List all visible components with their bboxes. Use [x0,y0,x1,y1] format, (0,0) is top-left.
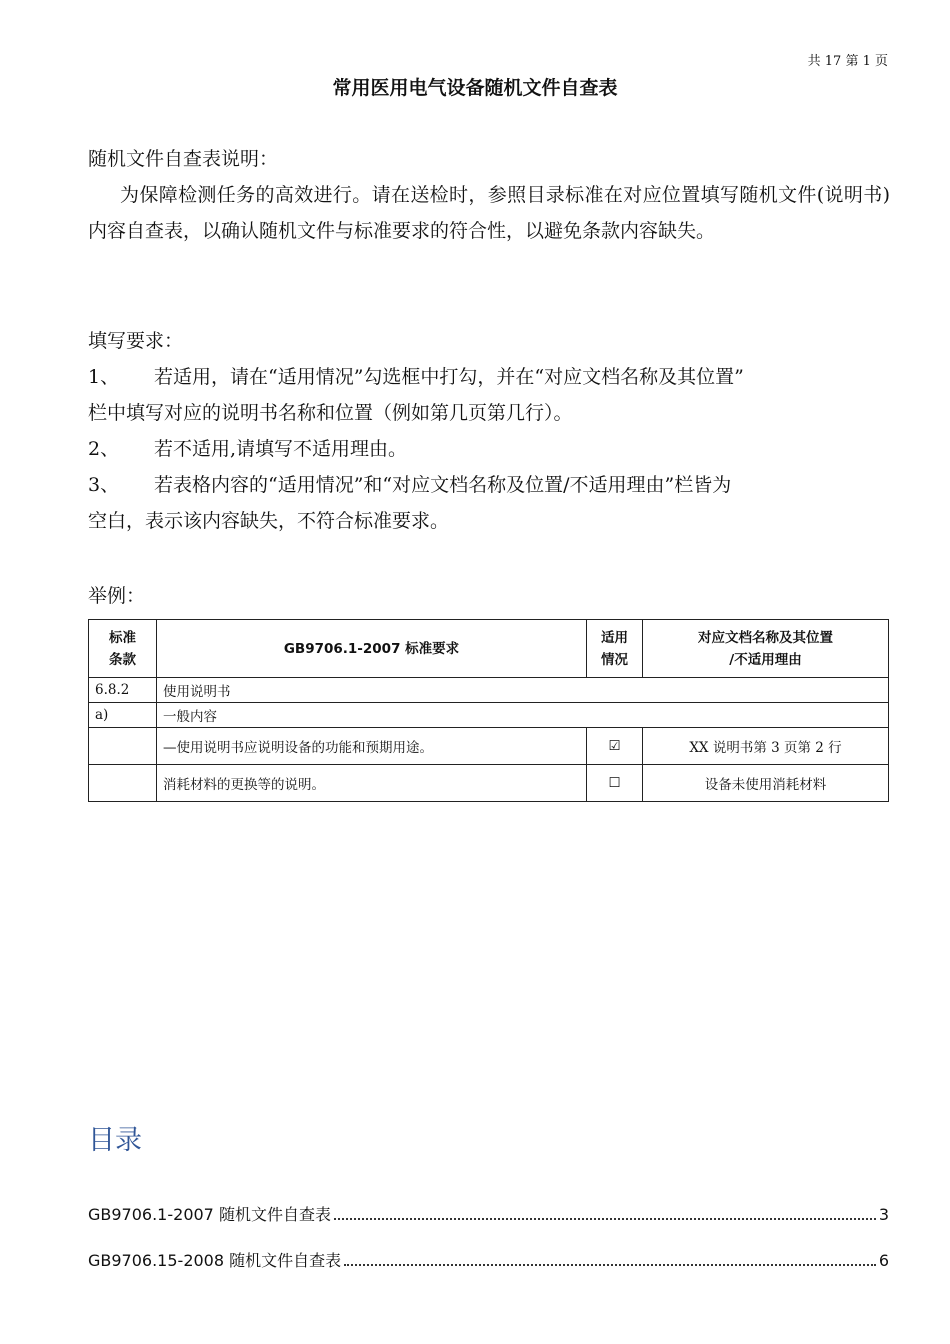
toc-entry[interactable] [88,1248,889,1271]
toc-entry-page[interactable]: 6 [878,1251,889,1270]
toc-entry-page[interactable]: 3 [878,1205,889,1224]
requirement-text-continued: 栏中填写对应的说明书名称和位置（例如第几页第几行）。 [88,402,573,424]
table-row [89,765,889,802]
requirement-text: 若表格内容的“适用情况”和“对应文档名称及位置/不适用理由”栏皆为 [154,474,732,496]
requirements-section [88,323,890,539]
table-header-row [89,620,889,678]
requirement-cell: 消耗材料的更换等的说明。 [157,765,587,802]
document-location-cell: XX 说明书第 3 页第 2 行 [643,728,889,765]
header-applicability: 适用 情况 [587,620,643,678]
clause-cell: a) [89,703,157,728]
table-row [89,703,889,728]
page-counter: 共 17 第 1 页 [807,54,888,69]
header-requirement: GB9706.1-2007 标准要求 [157,620,587,678]
requirement-item [88,467,890,539]
clause-cell [89,765,157,802]
toc-leader-dots [334,1218,876,1220]
requirement-number: 1、 [88,366,120,388]
requirement-item [88,431,890,467]
toc-entry-label[interactable]: GB9706.1-2007 随机文件自查表 [88,1205,331,1224]
not-applicable-reason-cell: 设备未使用消耗材料 [643,765,889,802]
requirement-cell: —使用说明书应说明设备的功能和预期用途。 [157,728,587,765]
unchecked-checkbox[interactable]: ☐ [587,765,643,802]
clause-cell [89,728,157,765]
example-heading: 举例： [88,585,146,607]
intro-heading: 随机文件自查表说明： [88,148,279,170]
requirement-text: 若适用，请在“适用情况”勾选框中打勾，并在“对应文档名称及其位置” [154,366,744,388]
document-title: 常用医用电气设备随机文件自查表 [332,77,618,99]
requirement-text: 若不适用,请填写不适用理由。 [154,438,408,460]
toc-title: 目录 [88,1125,142,1156]
toc-entry-label[interactable]: GB9706.15-2008 随机文件自查表 [88,1251,342,1270]
header-clause: 标准 条款 [89,620,157,678]
requirement-number: 3、 [88,474,120,496]
intro-paragraph: 为保障检测任务的高效进行。请在送检时，参照目录标准在对应位置填写随机文件(说明书)内容自查表，以确认随机文件与标准要求的符合性，以避免条款内容缺失。 [88,184,890,242]
requirement-item [88,359,890,431]
requirements-heading: 填写要求： [88,330,184,352]
table-row [89,678,889,703]
requirement-cell: 使用说明书 [157,678,889,703]
header-document-location: 对应文档名称及其位置 /不适用理由 [643,620,889,678]
toc-entry[interactable] [88,1202,889,1225]
example-table [88,619,889,802]
checked-checkbox[interactable]: ☑ [587,728,643,765]
requirement-number: 2、 [88,438,120,460]
requirement-cell: 一般内容 [157,703,889,728]
toc-leader-dots [344,1264,876,1266]
table-row [89,728,889,765]
intro-section [88,141,890,249]
requirement-text-continued: 空白，表示该内容缺失，不符合标准要求。 [88,510,450,532]
clause-cell: 6.8.2 [89,678,157,703]
